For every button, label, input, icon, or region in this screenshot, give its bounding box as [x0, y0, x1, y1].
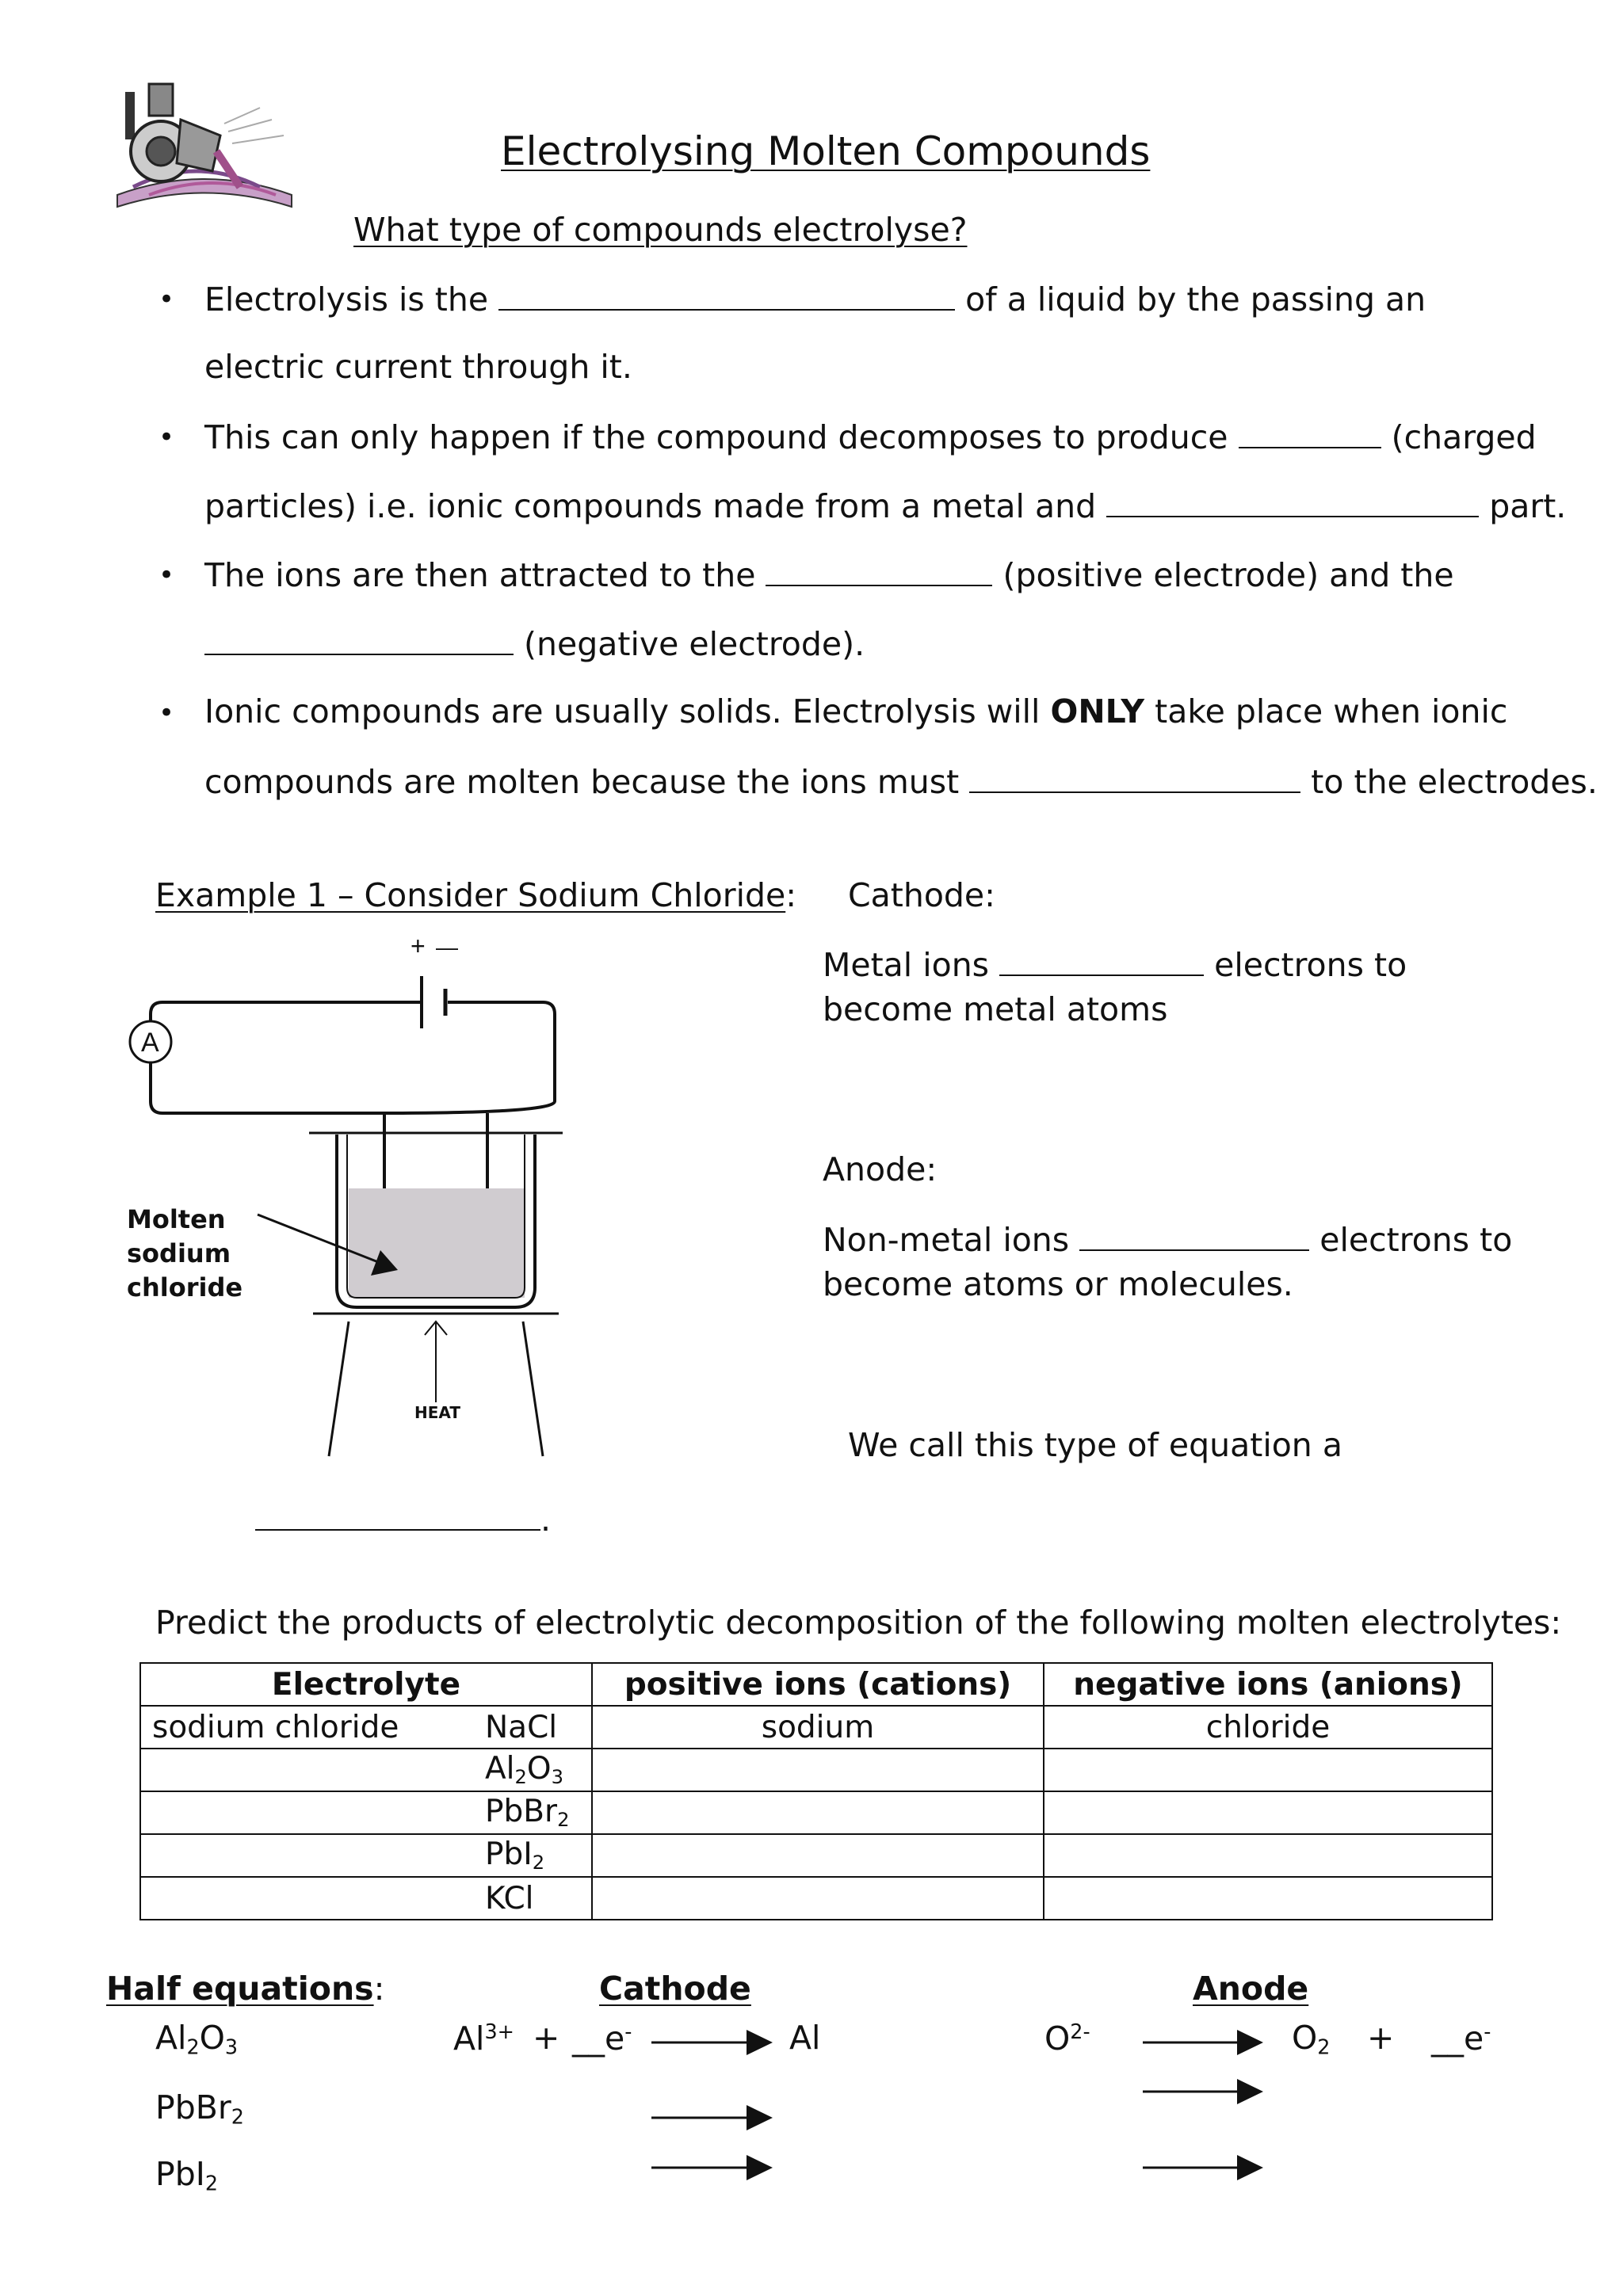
- bullet-4-line2-post: to the electrodes.: [1311, 763, 1598, 801]
- anode-text-2: become atoms or molecules.: [823, 1265, 1293, 1303]
- molten-label: [127, 1203, 242, 1305]
- fill-blank[interactable]: [255, 1502, 540, 1531]
- anion-cell[interactable]: [1044, 1749, 1492, 1791]
- electrolyte-formula: PbBr$_2$: [485, 1794, 570, 1832]
- molten-label-line-1: Molten: [127, 1204, 226, 1234]
- half-cathode-heading: Cathode: [599, 1970, 751, 2008]
- anode-text-1-post: electrons to: [1319, 1221, 1513, 1259]
- bullet-3-text-pre: The ions are then attracted to the: [204, 556, 756, 594]
- bullet-2-line2-pre: particles) i.e. ionic compounds made from a metal and: [204, 487, 1097, 525]
- fill-blank[interactable]: [204, 627, 514, 655]
- cation-cell: sodium: [592, 1706, 1044, 1749]
- cathode-text-2: become metal atoms: [823, 990, 1168, 1028]
- cathode-plus: +: [533, 2019, 560, 2057]
- molten-liquid: [349, 1188, 525, 1298]
- bullet-2: [204, 420, 1537, 454]
- cathode-ion: $Al^{3+}$: [453, 2019, 514, 2058]
- bullet-4-text-post: take place when ionic: [1155, 692, 1508, 730]
- bullet-dot: •: [158, 284, 175, 315]
- electrolyte-cell: [140, 1877, 592, 1920]
- electrolyte-formula: $Al_2O_3$: [485, 1751, 563, 1789]
- half-equations-heading-text: Half equations: [106, 1970, 374, 2008]
- cation-cell[interactable]: [592, 1791, 1044, 1834]
- fill-blank[interactable]: [1079, 1222, 1309, 1251]
- factory-clipart-icon: [101, 76, 307, 219]
- predict-instructions: Predict the products of electrolytic decomposition of the following molten electrolytes:: [155, 1604, 1562, 1642]
- bullet-dot: •: [158, 559, 175, 591]
- table-row: [140, 1706, 1492, 1749]
- bullet-3-line2: [204, 627, 865, 661]
- battery-minus-sign: —: [436, 935, 458, 959]
- cation-cell[interactable]: [592, 1834, 1044, 1877]
- tripod-leg: [329, 1322, 349, 1456]
- electrolysis-diagram: [119, 927, 594, 1466]
- half-equations-colon: :: [373, 1970, 385, 2008]
- anode-text-1-pre: Non-metal ions: [823, 1221, 1070, 1259]
- fill-blank[interactable]: [1239, 420, 1381, 448]
- electrolyte-cell: [140, 1749, 592, 1791]
- arrow-icon: [651, 2105, 773, 2130]
- equation-type-blank: [255, 1501, 552, 1539]
- bullet-4: [204, 692, 1508, 730]
- electrolyte-cell: [140, 1834, 592, 1877]
- bullet-1-text-pre: Electrolysis is the: [204, 280, 489, 318]
- anode-product: $O_2$: [1292, 2019, 1331, 2059]
- half-equations-heading: [106, 1970, 385, 2008]
- molten-label-line-2: sodium: [127, 1238, 231, 1268]
- anode-ion: $O^{2-}$: [1044, 2019, 1090, 2058]
- battery-plus-sign: +: [411, 932, 426, 960]
- arrow-icon: [1143, 2030, 1263, 2055]
- bullet-2-text-pre: This can only happen if the compound decomposes to produce: [204, 418, 1228, 456]
- equation-type-text: We call this type of equation a: [848, 1426, 1342, 1464]
- arrow-icon: [651, 2155, 773, 2180]
- half-anode-heading: Anode: [1193, 1970, 1309, 2008]
- anode-label: Anode:: [823, 1150, 938, 1188]
- equation-type-period: .: [540, 1501, 552, 1539]
- arrow-icon: [1143, 2079, 1263, 2104]
- bullet-1-line2: electric current through it.: [204, 348, 632, 386]
- ammeter-label: A: [141, 1028, 159, 1058]
- bullet-4-line2: [204, 765, 1598, 799]
- header-anions: negative ions (anions): [1044, 1663, 1492, 1706]
- cathode-label: Cathode:: [848, 876, 995, 914]
- cation-cell[interactable]: [592, 1749, 1044, 1791]
- fill-blank[interactable]: [498, 282, 955, 311]
- page-subtitle: What type of compounds electrolyse?: [353, 211, 968, 249]
- heat-label: HEAT: [414, 1403, 460, 1422]
- anode-electrons[interactable]: __e-: [1431, 2019, 1491, 2058]
- header-electrolyte: Electrolyte: [140, 1663, 592, 1706]
- bullet-dot: •: [158, 697, 175, 729]
- anion-cell[interactable]: [1044, 1791, 1492, 1834]
- anion-cell[interactable]: [1044, 1834, 1492, 1877]
- bullet-1-text-post: of a liquid by the passing an: [965, 280, 1426, 318]
- table-row: [140, 1749, 1492, 1791]
- bullet-4-line2-pre: compounds are molten because the ions must: [204, 763, 960, 801]
- electrolyte-table: [139, 1662, 1493, 1920]
- cathode-text-1-post: electrons to: [1214, 946, 1407, 984]
- fill-blank[interactable]: [999, 948, 1204, 976]
- bullet-4-bold: ONLY: [1050, 692, 1145, 730]
- example-heading-text: Example 1 – Consider Sodium Chloride: [155, 876, 786, 914]
- example-heading-colon: :: [785, 876, 797, 914]
- table-row: [140, 1877, 1492, 1920]
- header-cations: positive ions (cations): [592, 1663, 1044, 1706]
- half-formula-1: $Al_2O_3$: [155, 2019, 239, 2059]
- anion-cell: chloride: [1044, 1706, 1492, 1749]
- bullet-2-line2-post: part.: [1489, 487, 1567, 525]
- cathode-text-1: [823, 948, 1407, 982]
- half-formula-3: PbI$_2$: [155, 2155, 219, 2195]
- electrolyte-name: sodium chloride: [152, 1709, 399, 1745]
- bullet-3: [204, 558, 1454, 592]
- bullet-3-text-post: (positive electrode) and the: [1002, 556, 1454, 594]
- table-row: [140, 1834, 1492, 1877]
- cation-cell[interactable]: [592, 1877, 1044, 1920]
- table-header-row: [140, 1663, 1492, 1706]
- electrolyte-cell: [140, 1706, 592, 1749]
- circuit-wire: [151, 1002, 555, 1113]
- bullet-1: [204, 282, 1426, 316]
- fill-blank[interactable]: [766, 558, 992, 586]
- molten-label-line-3: chloride: [127, 1272, 243, 1302]
- fill-blank[interactable]: [969, 765, 1300, 793]
- half-formula-2: PbBr$_2$: [155, 2088, 244, 2129]
- table-row: [140, 1791, 1492, 1834]
- bullet-2-line2: [204, 489, 1566, 523]
- electrolyte-formula: PbI$_2$: [485, 1836, 545, 1875]
- bullet-4-text-pre: Ionic compounds are usually solids. Electrolysis will: [204, 692, 1041, 730]
- anion-cell[interactable]: [1044, 1877, 1492, 1920]
- anode-text-1: [823, 1222, 1512, 1257]
- example-heading: [155, 876, 797, 914]
- electrolyte-formula: KCl: [485, 1880, 534, 1917]
- electrolyte-cell: [140, 1791, 592, 1834]
- anode-plus: +: [1367, 2019, 1395, 2057]
- cathode-product: Al: [789, 2019, 821, 2057]
- fill-blank[interactable]: [1106, 489, 1479, 517]
- bullet-dot: •: [158, 421, 175, 453]
- tripod-leg: [523, 1322, 543, 1456]
- bullet-2-text-post: (charged: [1391, 418, 1537, 456]
- bullet-3-line2-post: (negative electrode).: [524, 625, 865, 663]
- electrolyte-formula: NaCl: [485, 1709, 558, 1745]
- page-title: Electrolysing Molten Compounds: [501, 128, 1151, 174]
- cathode-text-1-pre: Metal ions: [823, 946, 990, 984]
- arrow-icon: [1143, 2155, 1263, 2180]
- arrow-icon: [651, 2030, 773, 2055]
- cathode-electrons[interactable]: __e-: [572, 2019, 632, 2058]
